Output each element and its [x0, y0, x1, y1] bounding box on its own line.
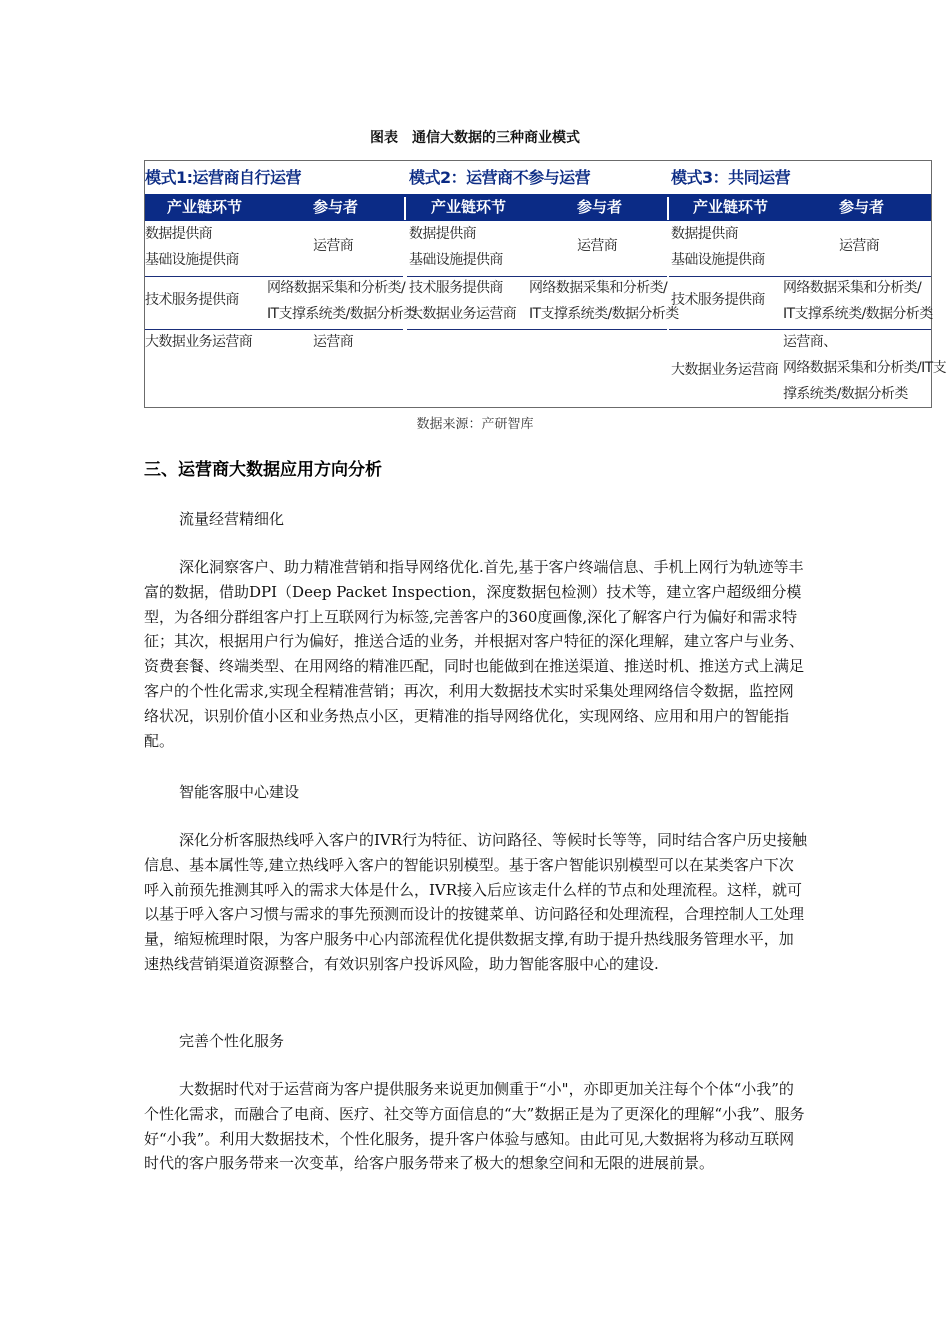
- mode-3-col-participant: 参与者: [839, 198, 885, 216]
- mode-2-col-chain: 产业链环节: [431, 198, 507, 216]
- paragraph-traffic: 深化洞察客户、助力精准营销和指导网络优化.首先,基于客户终端信息、手机上网行为轨迹等丰富的数据，借助DPI（Deep Packet Inspection，深度数据包检测）技术等，建立客户超级细分模型，为各细分群组客户打上互联网行为标签,完善客户的360度画像,深化了解客户行为偏好和需求特征；其次，根据用户行为偏好，推送合适的业务，并根据对客户特征的深化理解，建立客户与业务、资费套餐、终端类型、在用网络的精准匹配，同时也能做到在推送渠道、推送时机、推送方式上满足客户的个性化需求,实现全程精准营销；再次，利用大数据技术实时采集处理网络信令数据，监控网络状况，识别价值小区和业务热点小区，更精准的指导网络优化，实现网络、应用和用户的智能指配。: [144, 558, 805, 750]
- mode-3-row-2-chain: 技术服务提供商: [671, 292, 765, 308]
- mode-3-col-chain: 产业链环节: [693, 198, 769, 216]
- paragraph-customer-service: 深化分析客服热线呼入客户的IVR行为特征、访问路径、等候时长等等，同时结合客户历史接触信息、基本属性等,建立热线呼入客户的智能识别模型。基于客户智能识别模型可以在某类客户下次呼入前预先推测其呼入的需求大体是什么，IVR接入后应该走什么样的节点和处理流程。这样，就可以基于呼入客户习惯与需求的事先预测而设计的按键菜单、访问路径和处理流程，合理控制人工处理量，缩短梳理时限，为客户服务中心内部流程优化提供数据支撑,有助于提升热线服务管理水平，加速热线营销渠道资源整合，有效识别客户投诉风险，助力智能客服中心的建设.: [144, 831, 808, 973]
- mode-2-row-2-participant: 网络数据采集和分析类/ IT支撑系统类/数据分析类: [529, 280, 679, 322]
- figure-title: [0, 127, 950, 147]
- mode-1-row-2-chain: 技术服务提供商: [145, 292, 239, 308]
- mode-1-title: 模式1:运营商自行运营: [145, 168, 302, 187]
- mode-3-title: 模式3：共同运营: [671, 168, 791, 187]
- mode-2-rule-2: [407, 329, 667, 330]
- figure-header-bar: [145, 194, 931, 221]
- mode-3-row-1-chain: 数据提供商 基础设施提供商: [671, 226, 765, 268]
- subheading-customer-service: 智能客服中心建设: [179, 783, 300, 801]
- mode-1-col-chain: 产业链环节: [167, 198, 243, 216]
- header-divider-2: [667, 197, 669, 220]
- mode-3-row-2-participant: 网络数据采集和分析类/ IT支撑系统类/数据分析类: [783, 280, 933, 322]
- mode-1-row-2-participant: 网络数据采集和分析类/ IT支撑系统类/数据分析类: [267, 280, 417, 322]
- paragraph-personalized: 大数据时代对于运营商为客户提供服务来说更加侧重于“小"，亦即更加关注每个个体“小我”的个性化需求，而融合了电商、医疗、社交等方面信息的“大”数据正是为了更深化的理解“小我”、服务好“小我”。利用大数据技术，个性化服务，提升客户体验与感知。由此可见,大数据将为移动互联网时代的客户服务带来一次变革，给客户服务带来了极大的想象空间和无限的进展前景。: [144, 1080, 805, 1173]
- mode-1-row-3-participant: 运营商: [313, 334, 354, 350]
- mode-1-row-3-chain: 大数据业务运营商: [145, 334, 253, 350]
- mode-3-row-3-participant: 运营商、 网络数据采集和分析类/IT支 撑系统类/数据分析类: [783, 334, 946, 402]
- mode-2-col-participant: 参与者: [577, 198, 623, 216]
- mode-2-title: 模式2：运营商不参与运营: [409, 168, 591, 187]
- subheading-traffic: 流量经营精细化: [179, 510, 285, 528]
- figure-source: 数据来源：产研智库: [416, 417, 534, 432]
- figure-caption: 通信大数据的三种商业模式: [412, 130, 580, 146]
- mode-2-row-1-participant: 运营商: [577, 238, 618, 254]
- figure-label: 图表: [370, 130, 398, 146]
- mode-2-row-1-chain: 数据提供商 基础设施提供商: [409, 226, 503, 268]
- mode-3-row-3-chain: 大数据业务运营商: [671, 362, 779, 378]
- mode-1-row-1-participant: 运营商: [313, 238, 354, 254]
- mode-2-row-2-chain: 技术服务提供商 大数据业务运营商: [409, 280, 517, 322]
- mode-1-col-participant: 参与者: [313, 198, 359, 216]
- section-heading: 三、运营商大数据应用方向分析: [144, 460, 382, 480]
- header-divider-1: [404, 197, 406, 220]
- subheading-personalized: 完善个性化服务: [179, 1032, 285, 1050]
- mode-1-row-1-chain: 数据提供商 基础设施提供商: [145, 226, 239, 268]
- business-model-figure: [144, 160, 946, 408]
- mode-3-row-1-participant: 运营商: [839, 238, 880, 254]
